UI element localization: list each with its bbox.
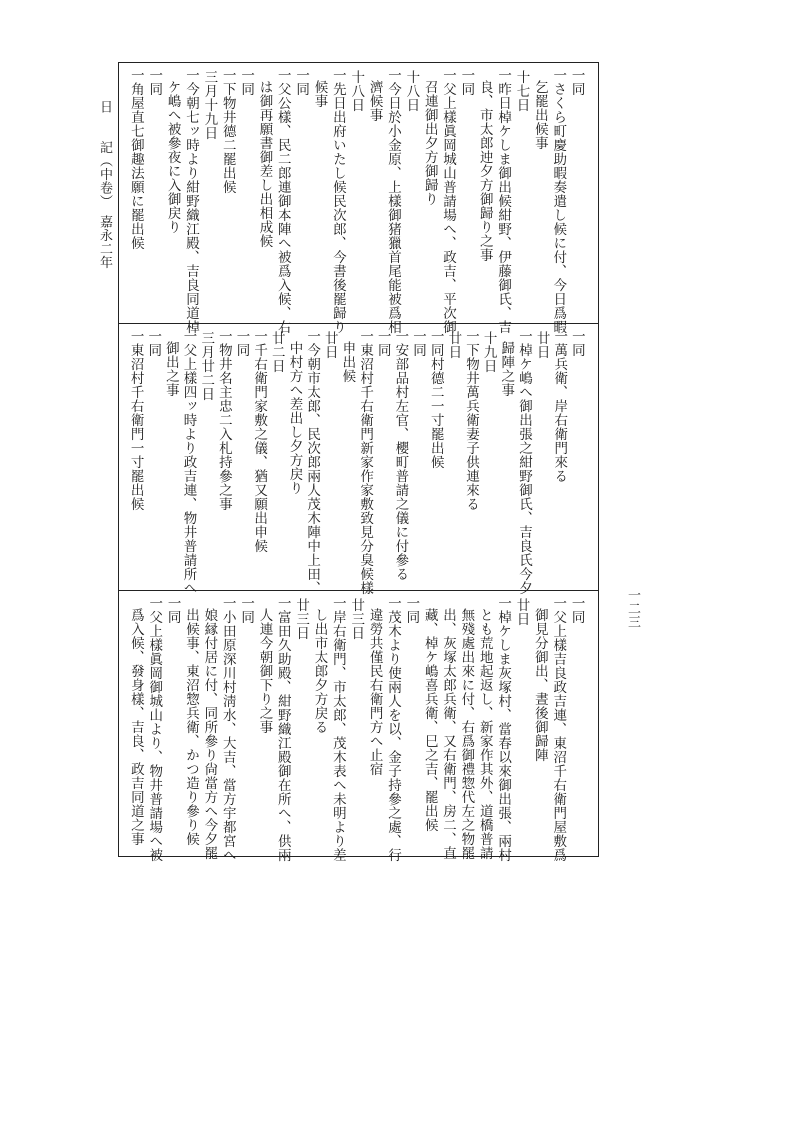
- text-column: 違勞共僅民右衛門方へ止宿: [366, 608, 383, 776]
- text-column: 一萬兵衛、岸右衛門來る: [551, 329, 568, 483]
- text-column: 一同: [145, 329, 162, 357]
- text-column: 良、市太郎迚夕方御歸り之事: [476, 80, 493, 262]
- text-column: 一同: [410, 329, 427, 357]
- text-column: 一同: [374, 329, 391, 357]
- text-column: 候事: [311, 80, 328, 108]
- section-middle: [118, 323, 599, 595]
- text-column: ケ嶋へ被參夜に入御戻り: [164, 80, 181, 234]
- text-column: 一同: [238, 68, 255, 96]
- text-column: 一父上樣眞岡城山普請場へ、政吉、平次御: [440, 68, 457, 334]
- text-column: 一千右衛門家敷之儀、猶又願出申候: [251, 329, 268, 553]
- text-column: 一同: [568, 68, 585, 96]
- text-column: 一今朝七ッ時より紺野織江殿、吉良同道棹: [183, 68, 199, 334]
- text-column: 歸陣之事: [498, 341, 515, 397]
- text-column: 一先日出府いたし候民次郎、今書後罷歸り: [329, 68, 346, 334]
- text-column: 廿三日: [348, 598, 365, 640]
- text-column: 一同: [238, 596, 255, 624]
- text-column: 一同: [164, 596, 181, 624]
- text-column: 十七日: [513, 70, 530, 112]
- text-column: 一東沼村千右衛門一寸罷出候: [127, 329, 144, 511]
- text-column: 廿三日: [293, 598, 310, 640]
- text-column: 一さくら町慶助暇奏遣し候に付、今日爲暇: [550, 68, 567, 334]
- text-column: 一富田久助殿、紺野織江殿御在所へ、供兩: [274, 596, 291, 862]
- text-column: 一同: [233, 329, 250, 357]
- text-column: 召連御出夕方御歸り: [421, 80, 438, 206]
- text-column: 御出之事: [162, 341, 179, 397]
- text-column: 一岸右衛門、市太郎、茂木表へ未明より差: [329, 596, 346, 862]
- text-column: 出、灰塚太郎兵衛、又右衛門、房二、直: [440, 608, 457, 860]
- text-column: 廿日: [513, 598, 530, 626]
- text-column: 廿日: [445, 331, 462, 359]
- text-column: 一今日於小金原、上樣御猪獵首尾能被爲相: [384, 68, 401, 334]
- text-column: 一東沼村千右衛門新家作家敷致見分臭候樣: [357, 329, 374, 595]
- text-column: 一同村德二一寸罷出候: [427, 329, 444, 469]
- text-column: 廿日: [321, 331, 338, 359]
- text-column: 申出候: [339, 341, 356, 383]
- text-column: 娘縁付居に付、同所參り尙當方へ今夕罷: [201, 608, 218, 860]
- text-column: 一物井名主忠二入札持參之事: [215, 329, 232, 511]
- text-column: 一父上樣眞岡御城山より、物井普請場へ被: [146, 596, 163, 862]
- text-column: し出市太郎夕方戻る: [311, 608, 328, 734]
- text-column: 十九日: [480, 331, 497, 373]
- text-column: 一父上樣吉良政吉連、東沼千右衛門屋敷爲: [550, 596, 567, 862]
- text-column: 無殘處出來に付、右爲御禮惣代左之物罷: [458, 608, 475, 860]
- text-column: 一父公樣、民二郎連御本陣へ被爲入候、右: [274, 68, 291, 334]
- text-column: 一下物井德二罷出候: [219, 68, 236, 194]
- text-column: は御再願書御差し出相成候: [256, 80, 273, 248]
- text-column: 一同: [146, 68, 163, 96]
- text-column: 一同: [293, 68, 310, 96]
- text-column: 藏、棹ケ嶋喜兵衛、巳之吉、罷出候: [421, 608, 438, 832]
- text-column: 一今朝市太郎、民次郎兩人茂木陣中上田、: [304, 329, 321, 595]
- section-top: [118, 62, 599, 334]
- text-column: 中村方へ差出し夕方戻り: [286, 341, 303, 495]
- text-column: 廿二日: [268, 331, 285, 373]
- text-column: 一角屋直七御趣法願に罷出候: [127, 68, 144, 250]
- text-column: 三月十九日: [201, 70, 218, 140]
- running-header: 日 記（中卷） 嘉永二年: [97, 100, 112, 269]
- page-number: 一二三: [625, 588, 640, 629]
- text-column: 十八日: [348, 70, 365, 112]
- text-column: 一同: [568, 329, 585, 357]
- text-column: 一棹ケしま灰塚村、當春以來御出張、兩村: [495, 596, 512, 862]
- text-column: 一棹ケ嶋へ御出張之紺野御氏、吉良氏今夕: [515, 329, 532, 595]
- text-column: 一同: [568, 596, 585, 624]
- text-column: 一同: [458, 68, 475, 96]
- text-column: 濟候事: [366, 80, 383, 122]
- text-column: 人連今朝御下り之事: [256, 608, 273, 734]
- text-column: 一昨日棹ケしま御出候紺野、伊藤御氏、吉: [495, 68, 512, 334]
- text-column: 御見分御出、晝後御歸陣: [531, 608, 548, 762]
- text-column: 三月廿二日: [198, 331, 215, 401]
- text-column: 爲入候、發身樣、吉良、政吉同道之事: [127, 608, 144, 846]
- text-column: 一安部品村左官、櫻町普請之儀に付參る: [392, 329, 409, 581]
- text-column: 一同: [403, 596, 420, 624]
- text-column: 一茂木より使兩人を以、金子持參之處、行: [384, 596, 401, 862]
- text-column: 廿日: [533, 331, 550, 359]
- text-column: 出候事、東沼惣兵衛、かつ造り參り候: [183, 608, 199, 846]
- text-column: 一小田原深川村淸水、大吉、當方宇都宮へ: [219, 596, 236, 862]
- text-column: とも荒地起返し、新家作其外、道橋普請: [476, 608, 493, 860]
- text-column: 一父上樣四ッ時より政吉連、物井普請所へ: [180, 329, 197, 595]
- section-bottom: [118, 590, 599, 862]
- text-column: 一下物井萬兵衛妻子供連來る: [463, 329, 479, 511]
- text-column: 十八日: [403, 70, 420, 112]
- text-column: 乞罷出候事: [531, 80, 548, 150]
